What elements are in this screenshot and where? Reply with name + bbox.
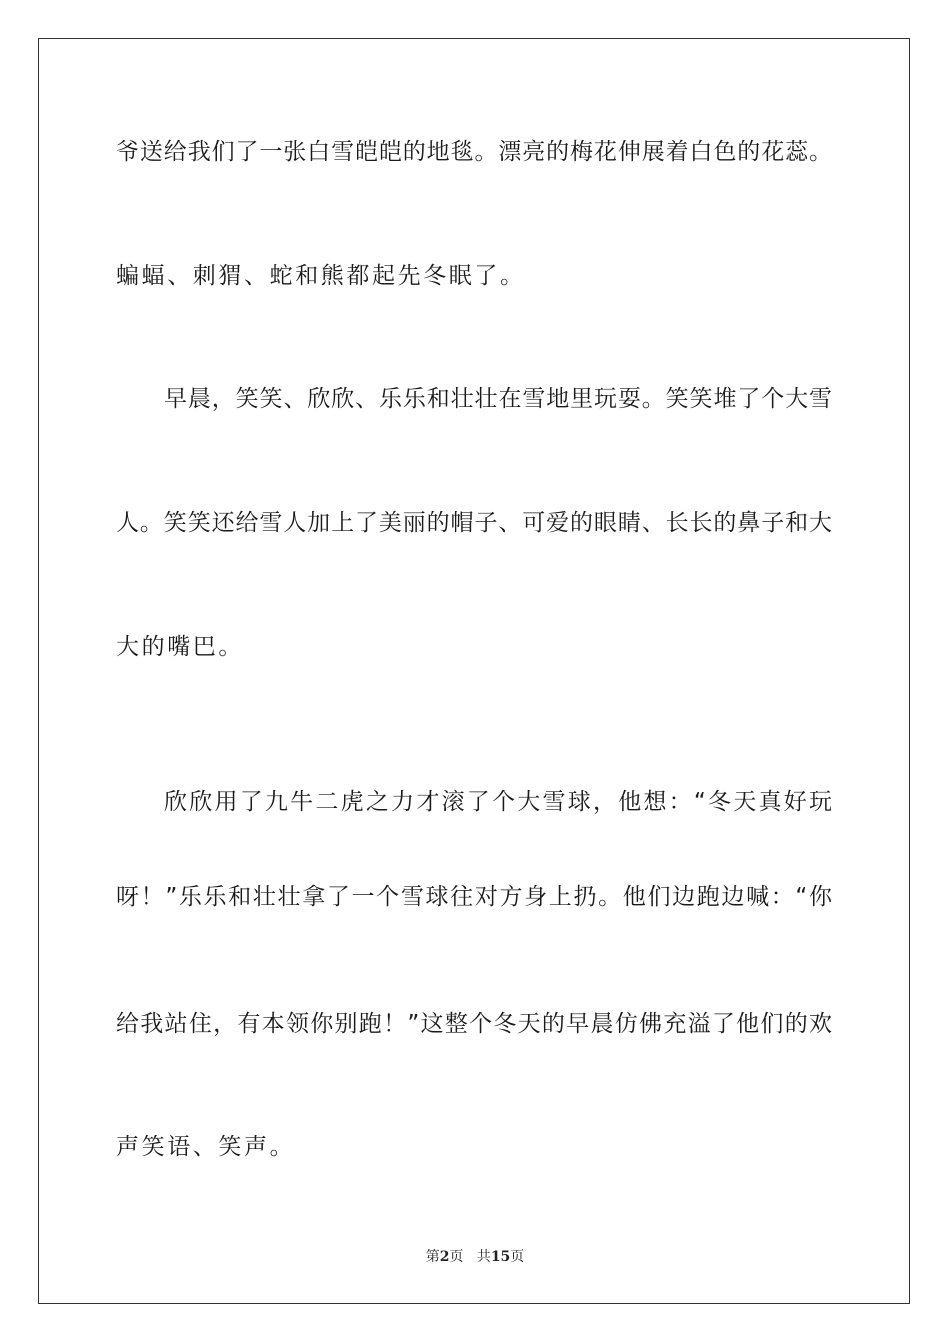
text-line-5: 大的嘴巴。: [116, 634, 244, 660]
page-footer: [0, 1246, 950, 1266]
text-line-3: 早晨，笑笑、欣欣、乐乐和壮壮在雪地里玩耍。笑笑堆了个大雪: [164, 386, 832, 412]
text-line-2: 蝙蝠、刺猬、蛇和熊都起先冬眠了。: [116, 263, 526, 289]
text-line-1: 爷送给我们了一张白雪皑皑的地毯。漂亮的梅花伸展着白色的花蕊。: [116, 139, 832, 165]
footer-total-prefix: 共: [476, 1249, 491, 1265]
footer-total-suffix: 页: [510, 1249, 525, 1265]
footer-page-suffix: 页: [449, 1249, 464, 1265]
page-border: [38, 38, 910, 1304]
text-line-6: 欣欣用了九牛二虎之力才滚了个大雪球，他想：“冬天真好玩: [164, 789, 832, 815]
text-line-7: 呀！”乐乐和壮壮拿了一个雪球往对方身上扔。他们边跑边喊：“你: [116, 884, 832, 910]
text-line-8: 给我站住，有本领你别跑！”这整个冬天的早晨仿佛充溢了他们的欢: [116, 1011, 832, 1037]
text-line-9: 声笑语、笑声。: [116, 1134, 296, 1160]
text-line-4: 人。笑笑还给雪人加上了美丽的帽子、可爱的眼睛、长长的鼻子和大: [116, 510, 832, 536]
footer-total-pages: 15: [490, 1249, 511, 1265]
footer-page-prefix: 第: [425, 1249, 440, 1265]
footer-page-number: 2: [439, 1249, 450, 1265]
